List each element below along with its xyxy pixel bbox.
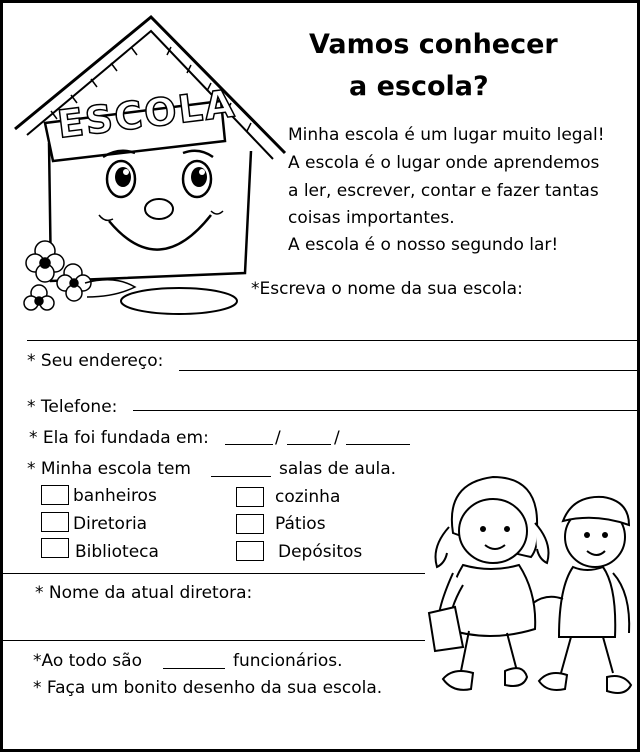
founded-day-field[interactable] bbox=[225, 444, 273, 445]
checkbox-banheiros[interactable] bbox=[41, 485, 69, 505]
staff-prompt: *Ao todo são bbox=[33, 651, 142, 671]
drawing-prompt: * Faça um bonito desenho da sua escola. bbox=[33, 678, 383, 698]
page-title-line-2: a escola? bbox=[349, 71, 489, 102]
school-name-field[interactable] bbox=[27, 340, 637, 341]
option-label-cozinha: cozinha bbox=[275, 487, 341, 507]
principal-prompt: * Nome da atual diretora: bbox=[35, 583, 253, 603]
page-title-line-1: Vamos conhecer bbox=[309, 29, 558, 60]
option-label-diretoria: Diretoria bbox=[73, 514, 148, 534]
checkbox-diretoria[interactable] bbox=[41, 512, 69, 532]
section-divider-1 bbox=[3, 573, 425, 574]
option-label-patios: Pátios bbox=[275, 514, 326, 534]
classrooms-suffix: salas de aula. bbox=[279, 459, 397, 479]
founded-separator-2: / bbox=[334, 428, 340, 448]
founded-month-field[interactable] bbox=[287, 444, 331, 445]
intro-line-2: A escola é o lugar onde aprendemos bbox=[288, 153, 600, 173]
staff-suffix: funcionários. bbox=[233, 651, 343, 671]
intro-line-5: A escola é o nosso segundo lar! bbox=[288, 235, 559, 255]
phone-prompt: * Telefone: bbox=[27, 397, 118, 417]
address-prompt: * Seu endereço: bbox=[27, 351, 164, 371]
founded-separator-1: / bbox=[275, 428, 281, 448]
option-label-banheiros: banheiros bbox=[73, 486, 157, 506]
checkbox-cozinha[interactable] bbox=[236, 487, 264, 507]
intro-line-1: Minha escola é um lugar muito legal! bbox=[288, 125, 605, 145]
option-label-biblioteca: Biblioteca bbox=[75, 542, 159, 562]
principal-field[interactable] bbox=[3, 640, 425, 641]
option-label-depositos: Depósitos bbox=[278, 542, 363, 562]
intro-line-3: a ler, escrever, contar e fazer tantas bbox=[288, 181, 599, 201]
staff-count-field[interactable] bbox=[163, 668, 225, 669]
classrooms-count-field[interactable] bbox=[211, 476, 271, 477]
phone-field[interactable] bbox=[133, 410, 637, 411]
school-sign-text: ESCOLA bbox=[55, 81, 239, 147]
children-illustration bbox=[423, 473, 637, 713]
founded-prompt: * Ela foi fundada em: bbox=[29, 428, 209, 448]
address-field[interactable] bbox=[179, 370, 637, 371]
intro-line-4: coisas importantes. bbox=[288, 208, 455, 228]
classrooms-prompt: * Minha escola tem bbox=[27, 459, 191, 479]
checkbox-depositos[interactable] bbox=[236, 541, 264, 561]
school-house-illustration bbox=[11, 11, 291, 321]
founded-year-field[interactable] bbox=[346, 444, 410, 445]
checkbox-patios[interactable] bbox=[236, 514, 264, 534]
school-name-prompt: *Escreva o nome da sua escola: bbox=[251, 279, 523, 299]
checkbox-biblioteca[interactable] bbox=[41, 538, 69, 558]
